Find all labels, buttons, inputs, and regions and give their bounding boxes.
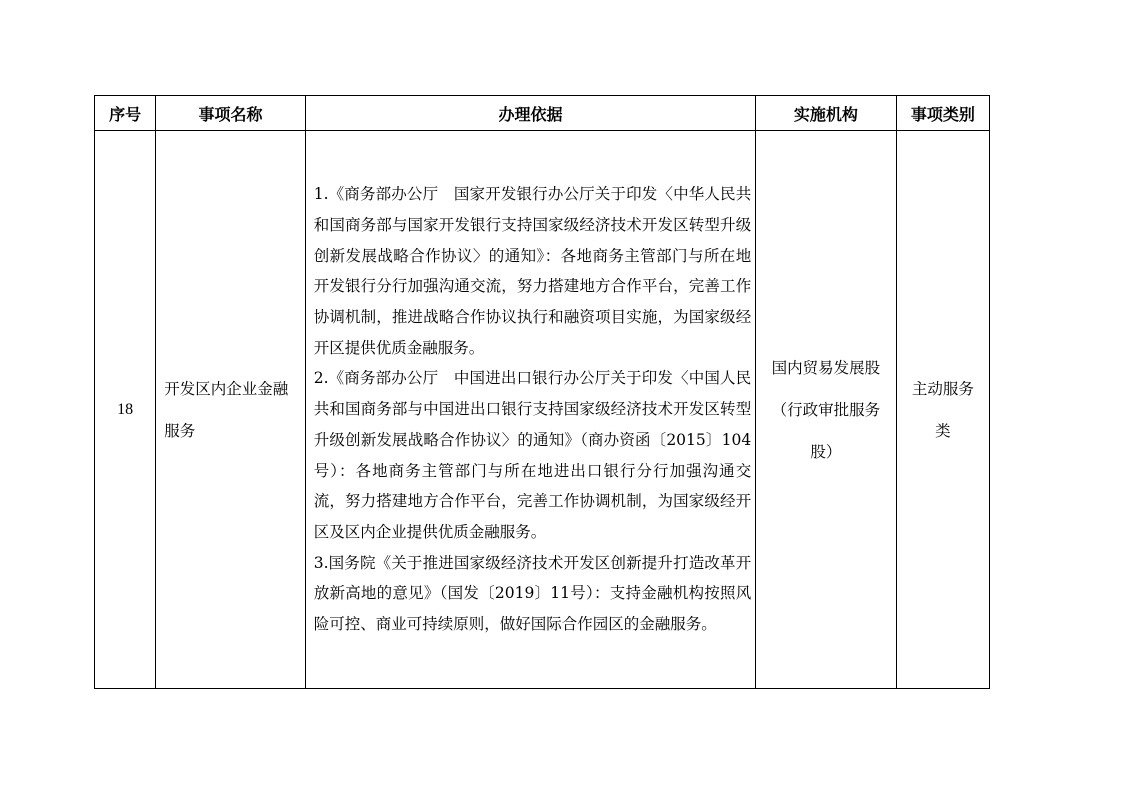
cell-org: 国内贸易发展股（行政审批服务股） bbox=[756, 131, 896, 689]
header-org: 实施机构 bbox=[756, 96, 896, 131]
table-row bbox=[95, 131, 990, 689]
matters-table bbox=[94, 95, 990, 689]
header-basis: 办理依据 bbox=[305, 96, 756, 131]
cell-seq: 18 bbox=[95, 131, 156, 689]
cell-category: 主动服务类 bbox=[896, 131, 989, 689]
header-name: 事项名称 bbox=[156, 96, 306, 131]
basis-item: 2.《商务部办公厅 中国进出口银行办公厅关于印发〈中国人民共和国商务部与中国进出口银行支持国家级经济技术开发区转型升级创新发展战略合作协议〉的通知》（商办资函〔2015〕104号）：各地商务主管部门与所在地进出口银行分行加强沟通交流，努力搭建地方合作平台，完善工作协调机制，为国家级经开区及区内企业提供优质金融服务。 bbox=[313, 369, 752, 541]
header-seq: 序号 bbox=[95, 96, 156, 131]
basis-item: 1.《商务部办公厅 国家开发银行办公厅关于印发〈中华人民共和国商务部与国家开发银行支持国家级经济技术开发区转型升级创新发展战略合作协议〉的通知》：各地商务主管部门与所在地开发银行分行加强沟通交流，努力搭建地方合作平台，完善工作协调机制，推进战略合作协议执行和融资项目实施，为国家级经开区提供优质金融服务。 bbox=[313, 185, 752, 357]
cell-name: 开发区内企业金融服务 bbox=[156, 131, 306, 689]
basis-item: 3.国务院《关于推进国家级经济技术开发区创新提升打造改革开放新高地的意见》（国发〔2019〕11号）：支持金融机构按照风险可控、商业可持续原则，做好国际合作园区的金融服务。 bbox=[313, 553, 752, 634]
header-category: 事项类别 bbox=[896, 96, 989, 131]
cell-basis bbox=[305, 131, 756, 689]
header-row bbox=[95, 96, 990, 131]
